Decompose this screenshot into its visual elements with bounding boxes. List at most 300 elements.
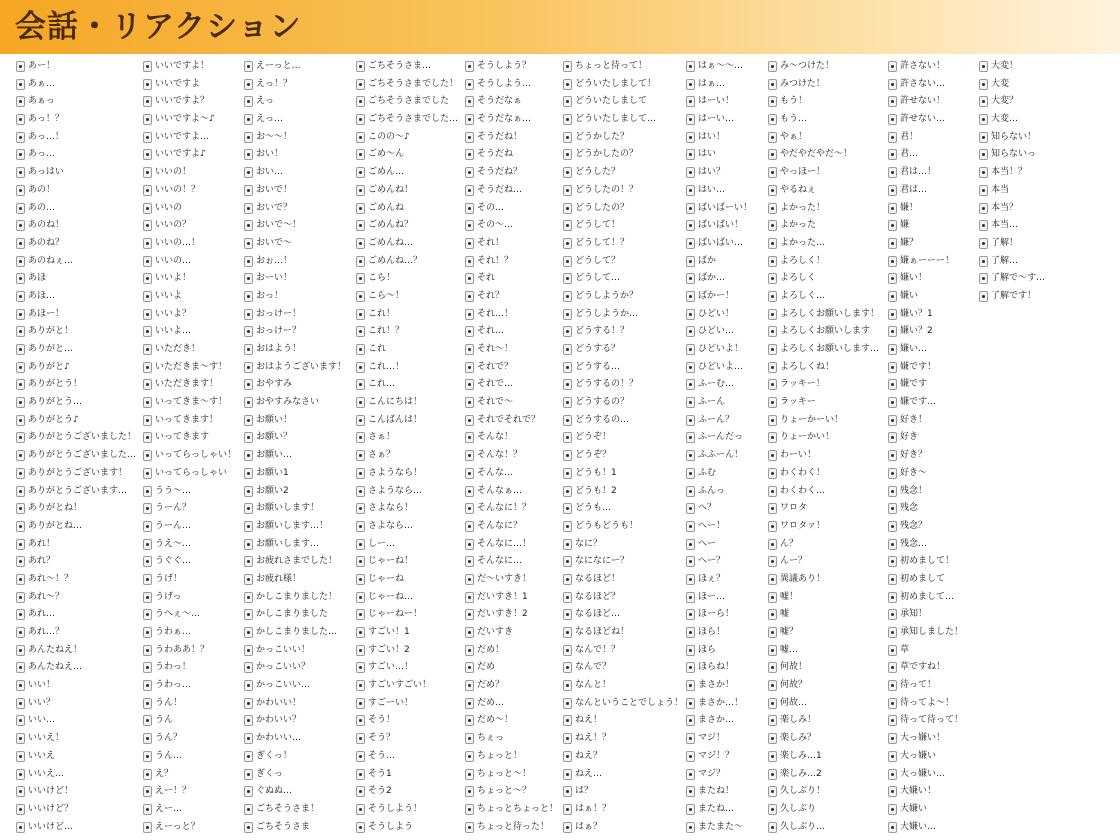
audio-file-icon [244,769,253,780]
audio-file-icon [979,220,988,231]
sound-file-label: いってらっしゃい！ [155,450,237,461]
audio-file-icon [768,238,777,249]
audio-file-icon [244,114,253,125]
sound-file-label: はい… [698,184,726,195]
sound-file-label: なんで！？ [575,644,621,655]
sound-file-label: ふむ [698,467,717,478]
sound-file-label: よかった [780,220,817,231]
audio-file-icon [16,344,25,355]
audio-file-icon [563,574,572,585]
sound-file-label: それ〜！ [477,344,514,354]
sound-file-label: おい！ [256,149,284,160]
audio-file-icon [563,326,572,337]
sound-file-label: どうした？ [575,167,621,178]
audio-file-icon [244,804,253,815]
audio-file-icon [888,185,897,196]
sound-file-label: その〜… [477,220,514,231]
audio-file-icon [465,539,474,550]
sound-file-label: そんな… [477,467,514,478]
sound-file-label: 好き [900,432,919,443]
sound-file-label: だいすき [477,627,514,637]
audio-file-icon [16,309,25,320]
sound-file-label: よろしく [780,273,817,284]
audio-file-icon [244,96,253,107]
audio-file-icon [888,468,897,479]
sound-file-label: いいの？ [155,220,192,231]
sound-file-label: いいですよ〜♪ [155,114,215,125]
audio-file-icon [768,326,777,337]
sound-file-label: じゃーね [368,573,405,584]
sound-file-label: 初めまして [900,573,946,584]
sound-file-label: まさか…！ [698,697,744,708]
sound-file-label: これ…！ [368,361,405,372]
sound-file-label: そうだね？ [477,167,523,178]
sound-file-label: マジ！ [698,733,726,744]
audio-file-icon [563,79,572,90]
audio-file-icon [686,256,695,267]
sound-file-label: おーい！ [256,273,293,284]
audio-file-icon [768,539,777,550]
sound-file-label: ばいばーい！ [698,202,753,213]
audio-file-icon [143,132,152,143]
sound-file-label: その… [477,202,505,213]
audio-file-icon [686,415,695,426]
sound-file-label: お願い1 [256,467,289,478]
audio-file-icon [686,167,695,178]
audio-file-icon [356,326,365,337]
sound-file-label: そんなに！？ [477,503,532,514]
sound-file-label: ちょっと待って！ [575,61,648,71]
sound-file-label: かっこいい？ [256,662,311,673]
audio-file-icon [465,486,474,497]
sound-file-label: なるほど？ [575,591,621,602]
audio-file-icon [356,344,365,355]
audio-file-icon [143,238,152,249]
audio-file-icon [888,114,897,125]
sound-file-label: 久しぶり！ [780,786,826,797]
audio-file-icon [143,149,152,160]
sound-file-label: あの！ [28,184,56,195]
sound-file-label: さようなら… [368,485,423,496]
audio-file-icon [16,715,25,726]
audio-file-icon [244,309,253,320]
sound-file-label: やっほー！ [780,167,826,178]
sound-file-label: よろしく… [780,290,826,301]
audio-file-icon [686,592,695,603]
sound-file-label: お〜〜！ [256,131,293,142]
sound-file-label: 許せない… [900,114,946,125]
audio-file-icon [888,733,897,744]
audio-file-icon [888,96,897,107]
audio-file-icon [244,291,253,302]
sound-file-label: ごちそうさま！ [256,803,320,814]
sound-file-label: おいで！ [256,184,293,195]
audio-file-icon [979,96,988,107]
audio-file-icon [356,468,365,479]
audio-file-icon [356,432,365,443]
sound-file-label: 嫌！ [900,202,919,213]
sound-file-label: かしこまりました [256,609,329,620]
sound-file-label: あぁっ [28,96,55,107]
audio-file-icon [563,291,572,302]
audio-file-icon [16,503,25,514]
audio-file-icon [979,149,988,160]
audio-file-icon [888,769,897,780]
sound-file-label: おいで〜 [256,237,293,248]
sound-file-label: 嫌い！ [900,273,928,284]
audio-file-icon [143,114,152,125]
audio-file-icon [768,167,777,178]
sound-file-label: うげ！ [155,573,183,584]
sound-file-label: なんということでしょう！ [575,697,684,708]
sound-file-label: いいの！？ [155,184,201,195]
audio-file-icon [16,539,25,550]
sound-file-label: そうしよう… [477,78,532,89]
sound-file-label: うわぁ… [155,627,191,637]
sound-file-label: いただきま〜す！ [155,361,228,372]
audio-file-icon [244,486,253,497]
audio-file-icon [465,185,474,196]
audio-file-icon [143,415,152,426]
audio-file-icon [356,96,365,107]
sound-file-label: 嫌です！ [900,361,937,372]
audio-file-icon [686,379,695,390]
audio-file-icon [465,698,474,709]
audio-file-icon [143,362,152,373]
sound-file-label: どうかしたの？ [575,149,639,160]
sound-file-label: 嫌い？1 [900,308,933,319]
audio-file-icon [356,715,365,726]
sound-file-label: あのね！ [28,220,65,231]
sound-file-label: へ？ [698,503,717,514]
sound-file-label: おっけー！ [256,308,302,319]
audio-file-icon [143,786,152,797]
sound-file-label: あんたねえ… [28,662,83,673]
sound-file-label: 好き？ [900,450,928,461]
audio-file-icon [888,698,897,709]
audio-file-icon [768,769,777,780]
sound-file-label: そんなに… [477,556,523,567]
audio-file-icon [768,149,777,160]
audio-file-icon [563,220,572,231]
audio-file-icon [16,256,25,267]
sound-file-label: よろしくお願いします [780,326,871,337]
audio-file-icon [244,521,253,532]
audio-file-icon [143,521,152,532]
sound-file-label: 待ってよ〜！ [900,697,955,708]
sound-file-label: どうする？ [575,344,621,354]
sound-file-label: おい… [256,167,284,178]
sound-file-label: ほら！ [698,627,726,637]
audio-file-icon [888,326,897,337]
sound-file-label: 残念！ [900,485,928,496]
audio-file-icon [244,574,253,585]
audio-file-icon [143,592,152,603]
sound-file-label: ごちそうさま [256,821,311,832]
audio-file-icon [143,715,152,726]
sound-file-label: うわっ！ [155,662,191,673]
audio-file-icon [465,79,474,90]
audio-file-icon [16,574,25,585]
audio-file-icon [979,167,988,178]
audio-file-icon [16,132,25,143]
audio-file-icon [143,751,152,762]
sound-file-label: お願いします…！ [256,520,329,531]
audio-file-icon [768,715,777,726]
sound-file-label: なんで？ [575,662,612,673]
audio-file-icon [465,362,474,373]
audio-file-icon [768,751,777,762]
sound-file-label: それ…！ [477,308,514,319]
audio-file-icon [244,326,253,337]
sound-file-label: だ〜いすき！ [477,573,532,584]
sound-file-label: そうしよう！ [368,803,423,814]
audio-file-icon [356,203,365,214]
audio-file-icon [888,291,897,302]
audio-file-icon [465,715,474,726]
sound-file-label: ごめんね [368,202,405,213]
audio-file-icon [686,273,695,284]
sound-file-label: いいですよ！ [155,61,210,71]
sound-file-label: 何故？ [780,680,808,691]
sound-file-label: だいすき！1 [477,591,528,602]
audio-file-icon [563,680,572,691]
sound-file-label: いいえ！ [28,733,65,744]
audio-file-icon [143,96,152,107]
audio-file-icon [768,468,777,479]
sound-file-label: だめ〜！ [477,715,514,726]
audio-file-icon [356,556,365,567]
sound-file-label: 初めまして！ [900,556,955,567]
sound-file-label: 承知しました！ [900,627,964,637]
audio-file-icon [888,397,897,408]
sound-file-label: ごめんね…？ [368,255,423,266]
audio-file-icon [768,379,777,390]
sound-file-label: やぁ！ [780,131,808,142]
sound-file-label: いいけど！ [28,786,74,797]
audio-file-icon [686,662,695,673]
audio-file-icon [979,291,988,302]
sound-file-label: はい？ [698,167,726,178]
audio-file-icon [16,751,25,762]
sound-file-label: 許せない！ [900,96,946,107]
sound-file-label: そんな！？ [477,450,523,461]
audio-file-icon [356,521,365,532]
sound-file-label: だいすき！2 [477,609,528,620]
audio-file-icon [356,114,365,125]
sound-file-label: ねえ！ [575,715,603,726]
sound-file-label: お願い？ [256,432,293,443]
audio-file-icon [244,715,253,726]
audio-file-icon [563,397,572,408]
sound-file-label: さぁ？ [368,450,396,461]
audio-file-icon [768,61,777,72]
sound-file-label: 君は…！ [900,167,937,178]
sound-file-label: どうも… [575,503,612,514]
sound-file-label: あのねぇ… [28,255,74,266]
sound-file-label: 知らないっ [991,149,1037,160]
audio-file-icon [356,61,365,72]
sound-file-label: 大っ嫌い… [900,768,946,779]
sound-file-label: そう… [368,750,396,761]
audio-file-icon [768,185,777,196]
sound-file-label: すごーい！ [368,697,414,708]
sound-file-label: どういたしまして！ [575,78,657,89]
audio-file-icon [768,114,777,125]
audio-file-icon [16,786,25,797]
sound-file-label: マジ？ [698,768,726,779]
audio-file-icon [143,645,152,656]
sound-file-label: もう… [780,114,808,125]
audio-file-icon [563,344,572,355]
sound-file-label: うわっ… [155,680,191,691]
sound-file-label: うわああ！？ [155,644,210,655]
sound-file-label: はぁ〜〜… [698,61,744,71]
sound-file-label: いってきます [155,432,210,443]
audio-file-icon [686,291,695,302]
sound-file-label: お願い2 [256,485,289,496]
sound-file-label: あっ… [28,149,55,160]
sound-file-label: だめ？ [477,680,505,691]
audio-file-icon [16,822,25,833]
sound-file-label: ひどい！ [698,308,735,319]
audio-file-icon [686,804,695,815]
sound-file-label: あれ！ [28,538,56,549]
sound-file-label: ばか… [698,273,726,284]
sound-file-label: どうするの… [575,414,630,425]
sound-file-label: 了解です！ [991,290,1037,301]
audio-file-icon [356,486,365,497]
sound-file-label: ぐぬぬ… [256,786,293,797]
audio-file-icon [16,468,25,479]
sound-file-label: あほ [28,273,47,284]
audio-file-icon [563,822,572,833]
audio-file-icon [768,486,777,497]
sound-file-label: いい？ [28,697,56,708]
sound-file-label: そんなに？ [477,520,523,531]
audio-file-icon [16,326,25,337]
sound-file-label: いいの [155,202,183,213]
sound-file-label: それで〜 [477,397,514,408]
sound-file-label: それで… [477,379,514,390]
sound-file-label: マジ！？ [698,750,735,761]
audio-file-icon [563,149,572,160]
audio-file-icon [356,362,365,373]
audio-file-icon [244,344,253,355]
audio-file-icon [768,521,777,532]
sound-file-label: あっはい [28,167,64,178]
audio-file-icon [356,309,365,320]
audio-file-icon [768,273,777,284]
audio-file-icon [143,309,152,320]
sound-file-label: ほーら！ [698,609,735,620]
audio-file-icon [768,309,777,320]
audio-file-icon [16,203,25,214]
sound-file-label: いいの…！ [155,237,201,248]
audio-file-icon [563,556,572,567]
sound-file-label: 了解で〜す… [991,273,1046,284]
sound-file-label: あれ？ [28,556,56,567]
sound-file-label: おいで？ [256,202,293,213]
audio-file-icon [686,733,695,744]
audio-file-icon [979,132,988,143]
sound-file-label: やだやだやだ〜！ [780,149,853,160]
sound-file-label: 嫌い [900,290,919,301]
audio-file-icon [768,432,777,443]
sound-file-label: ふんっ [698,485,726,496]
audio-file-icon [143,698,152,709]
sound-file-label: どうしたの？ [575,202,630,213]
sound-file-label: ごめんね？ [368,220,414,231]
audio-file-icon [356,804,365,815]
sound-file-label: 嫌 [900,220,910,231]
audio-file-icon [244,733,253,744]
sound-file-label: はーい… [698,114,735,125]
sound-file-label: えーっと？ [155,821,200,832]
audio-file-icon [888,645,897,656]
sound-file-label: ひどい… [698,326,735,337]
audio-file-icon [143,609,152,620]
audio-file-icon [563,238,572,249]
audio-file-icon [563,415,572,426]
audio-file-icon [888,521,897,532]
audio-file-icon [768,627,777,638]
audio-file-icon [979,238,988,249]
sound-file-label: あれ〜？ [28,591,65,602]
sound-file-label: よろしくお願いします！ [780,308,880,319]
sound-file-label: ふーんだっ [698,432,744,443]
audio-file-icon [888,238,897,249]
audio-file-icon [465,96,474,107]
audio-file-icon [244,256,253,267]
audio-file-icon [686,786,695,797]
sound-file-label: そう！ [368,715,396,726]
sound-file-label: ばか [698,255,717,266]
sound-file-label: だめ！ [477,644,505,655]
audio-file-icon [768,662,777,673]
audio-file-icon [16,149,25,160]
audio-file-icon [16,662,25,673]
audio-file-icon [244,751,253,762]
sound-file-label: うへぇ〜… [155,609,201,620]
sound-file-label: それ [477,273,496,284]
sound-file-label: ありがとうございます！ [28,467,128,478]
audio-file-icon [356,751,365,762]
sound-file-label: またね… [698,803,735,814]
audio-file-icon [768,450,777,461]
audio-file-icon [768,220,777,231]
sound-file-label: へー [698,538,717,549]
sound-file-label: 好き〜 [900,467,928,478]
sound-file-label: さぁ！ [368,432,396,443]
sound-file-label: 本当 [991,184,1010,195]
audio-file-icon [686,326,695,337]
audio-file-icon [888,344,897,355]
audio-file-icon [888,751,897,762]
sound-file-label: ありがと… [28,344,74,354]
sound-file-label: いいよ！ [155,273,192,284]
audio-file-icon [563,592,572,603]
sound-file-label: ちょっと！ [477,750,523,761]
audio-file-icon [244,132,253,143]
sound-file-label: なんと！ [575,680,612,691]
audio-file-icon [888,715,897,726]
sound-file-label: あほー！ [28,308,65,319]
audio-file-icon [768,592,777,603]
audio-file-icon [768,822,777,833]
sound-file-label: いってきま〜す！ [155,397,228,408]
audio-file-icon [686,203,695,214]
